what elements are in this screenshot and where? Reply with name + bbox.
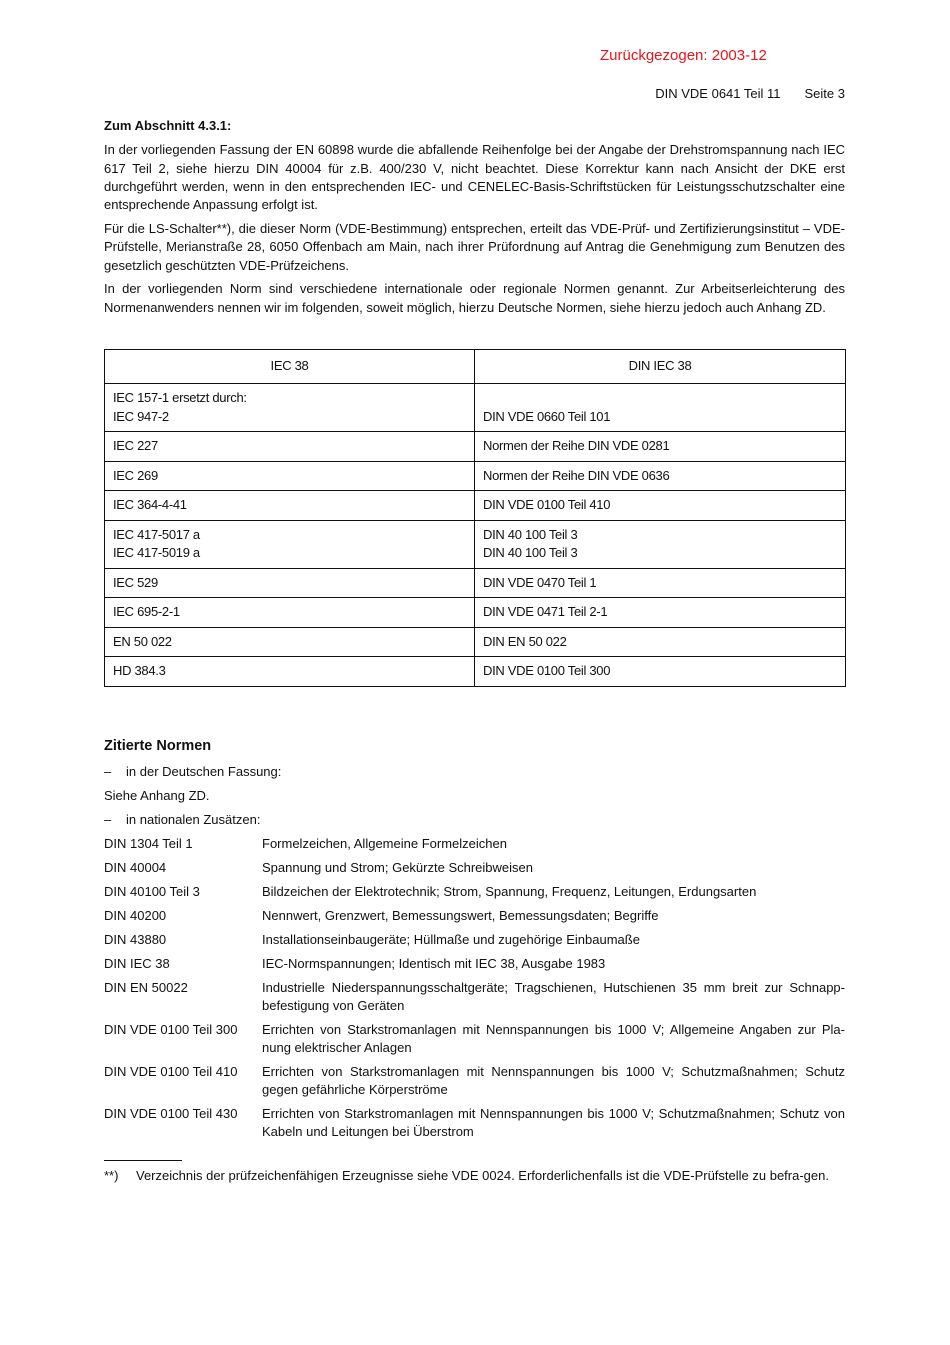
din-standard-cell: DIN 40 100 Teil 3 DIN 40 100 Teil 3 xyxy=(475,520,846,568)
german-version-label: in der Deutschen Fassung: xyxy=(126,764,282,779)
document-id: DIN VDE 0641 Teil 11 xyxy=(655,86,781,101)
dash: – xyxy=(104,812,112,827)
din-standard-cell: DIN VDE 0100 Teil 410 xyxy=(475,491,846,521)
withdrawn-stamp: Zurückgezogen: 2003-12 xyxy=(600,47,767,64)
cited-entry xyxy=(104,907,845,925)
standard-title: Errichten von Starkstromanlagen mit Nennspannungen bis 1000 V; Schutzmaßnahmen; Schutz gegen gefährliche Körperströme xyxy=(262,1064,845,1097)
iec-standard-cell: IEC 695-2-1 xyxy=(105,598,475,628)
standard-title: Errichten von Starkstromanlagen mit Nennspannungen bis 1000 V; Schutzmaßnahmen; Schutz von Kabeln und Leitungen bei Überstrom xyxy=(262,1106,845,1139)
paragraph: In der vorliegenden Norm sind verschiedene internationale oder regionale Normen genannt. Zur Arbeitserleichterung des Normenanwenders nennen wir im folgenden, soweit möglich, hierzu Deutsche Normen, siehe hierzu jedoch auch Anhang ZD. xyxy=(104,281,845,315)
standard-number: DIN VDE 0100 Teil 410 xyxy=(104,1064,238,1079)
standard-number: DIN 43880 xyxy=(104,932,167,947)
table-row xyxy=(105,520,846,568)
dash: – xyxy=(104,764,112,779)
page-number: Seite 3 xyxy=(804,86,845,101)
section-heading: Zum Abschnitt 4.3.1: xyxy=(104,118,232,133)
table-row xyxy=(105,627,846,657)
standard-number: DIN 40004 xyxy=(104,860,167,875)
standard-number: DIN IEC 38 xyxy=(104,956,170,971)
cited-entry xyxy=(104,955,845,973)
din-standard-cell: DIN VDE 0471 Teil 2-1 xyxy=(475,598,846,628)
standard-number: DIN 40100 Teil 3 xyxy=(104,884,200,899)
standards-table xyxy=(104,349,846,687)
national-label: in nationalen Zusätzen: xyxy=(126,812,261,827)
cited-entry xyxy=(104,835,845,853)
din-standard-cell: Normen der Reihe DIN VDE 0281 xyxy=(475,432,846,462)
cited-title: Zitierte Normen xyxy=(104,738,212,754)
table-row xyxy=(105,598,846,628)
standard-title: IEC-Normspannungen; Identisch mit IEC 38, Ausgabe 1983 xyxy=(262,956,606,971)
table-row xyxy=(105,568,846,598)
standard-title: Industrielle Niederspannungsschaltgeräte; Tragschienen, Hutschienen 35 mm breit zur Schnapp-befestigung von Geräten xyxy=(262,980,845,1013)
iec-standard-cell: IEC 529 xyxy=(105,568,475,598)
table-row xyxy=(105,491,846,521)
din-standard-cell: DIN EN 50 022 xyxy=(475,627,846,657)
table-header: DIN IEC 38 xyxy=(475,350,846,384)
cited-entry xyxy=(104,1105,845,1141)
cited-entry xyxy=(104,859,845,877)
standard-number: DIN VDE 0100 Teil 430 xyxy=(104,1106,238,1121)
table-row xyxy=(105,461,846,491)
iec-standard-cell: IEC 417-5017 a IEC 417-5019 a xyxy=(105,520,475,568)
iec-standard-cell: HD 384.3 xyxy=(105,657,475,687)
table-header: IEC 38 xyxy=(105,350,475,384)
footnote xyxy=(104,1167,845,1185)
standard-number: DIN EN 50022 xyxy=(104,980,188,995)
footnote-marker: **) xyxy=(104,1168,119,1183)
table-row xyxy=(105,384,846,432)
standard-title: Bildzeichen der Elektrotechnik; Strom, Spannung, Frequenz, Leitungen, Erdungsarten xyxy=(262,884,757,899)
see-annex: Siehe Anhang ZD. xyxy=(104,788,210,803)
standard-number: DIN VDE 0100 Teil 300 xyxy=(104,1022,238,1037)
iec-standard-cell: IEC 227 xyxy=(105,432,475,462)
cited-standards xyxy=(104,737,845,1147)
table-row xyxy=(105,432,846,462)
iec-standard-cell: IEC 364-4-41 xyxy=(105,491,475,521)
cited-entry xyxy=(104,931,845,949)
standard-title: Installationseinbaugeräte; Hüllmaße und zugehörige Einbaumaße xyxy=(262,932,640,947)
din-standard-cell: DIN VDE 0100 Teil 300 xyxy=(475,657,846,687)
iec-standard-cell: IEC 157-1 ersetzt durch: IEC 947-2 xyxy=(105,384,475,432)
din-standard-cell: Normen der Reihe DIN VDE 0636 xyxy=(475,461,846,491)
page-header xyxy=(655,86,845,101)
table-row xyxy=(105,657,846,687)
standard-title: Errichten von Starkstromanlagen mit Nennspannungen bis 1000 V; Allgemeine Angaben zur Pla-nung elektrischer Anlagen xyxy=(262,1022,845,1055)
paragraph: Für die LS-Schalter**), die dieser Norm (VDE-Bestimmung) entsprechen, erteilt das VDE-Prüf- und Zertifizierungsinstitut – VDE-Prüfstelle, Merianstraße 28, 6050 Offenbach am Main, nach ihrer Prüfordnung auf Antrag die Genehmigung zum Benutzen des gesetzlich geschützten VDE-Prüfzeichens. xyxy=(104,220,845,273)
cited-entry xyxy=(104,883,845,901)
paragraph: In der vorliegenden Fassung der EN 60898 wurde die abfallende Reihenfolge bei der Angabe der Drehstromspannung nach IEC 617 Teil 2, siehe hierzu DIN 40004 für z.B. 400/230 V, nicht beachtet. Diese Korrektur kann nach Ansicht der DKE erst durchgeführt werden, wenn in den entsprechenden IEC- und CENELEC-Basis-Schriftstücken für Leistungsschutzschalter eine entsprechende Anpassung erfolgt ist. xyxy=(104,142,845,213)
din-standard-cell: DIN VDE 0660 Teil 101 xyxy=(475,384,846,432)
iec-standard-cell: IEC 269 xyxy=(105,461,475,491)
standard-title: Formelzeichen, Allgemeine Formelzeichen xyxy=(262,836,507,851)
body-text xyxy=(104,117,845,322)
cited-entry xyxy=(104,1021,845,1057)
din-standard-cell: DIN VDE 0470 Teil 1 xyxy=(475,568,846,598)
standard-title: Spannung und Strom; Gekürzte Schreibweisen xyxy=(262,860,533,875)
standard-number: DIN 40200 xyxy=(104,908,167,923)
cited-entry xyxy=(104,979,845,1015)
iec-standard-cell: EN 50 022 xyxy=(105,627,475,657)
standard-number: DIN 1304 Teil 1 xyxy=(104,836,193,851)
footnote-text: Verzeichnis der prüfzeichenfähigen Erzeugnisse siehe VDE 0024. Erforderlichenfalls ist die VDE-Prüfstelle zu befra-gen. xyxy=(136,1168,829,1183)
standard-title: Nennwert, Grenzwert, Bemessungswert, Bemessungsdaten; Begriffe xyxy=(262,908,659,923)
footnote-rule xyxy=(104,1160,182,1161)
cited-entry xyxy=(104,1063,845,1099)
